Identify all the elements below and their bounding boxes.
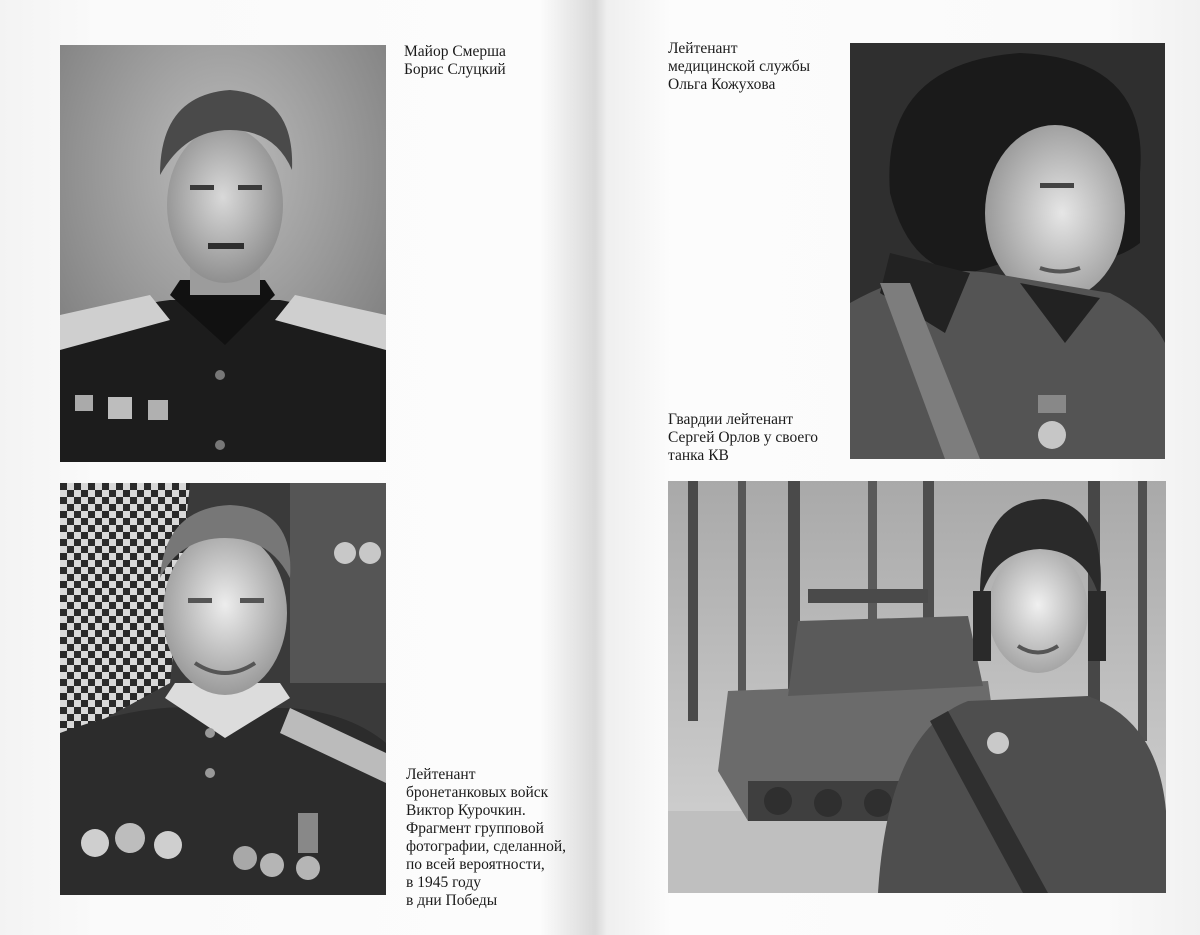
caption-line: Виктор Курочкин. — [406, 802, 526, 819]
photo-viktor-kurochkin — [60, 483, 386, 895]
caption-line: в 1945 году — [406, 874, 481, 891]
photo-sergey-orlov-tank — [668, 481, 1166, 893]
photo-boris-slutsky — [60, 45, 386, 462]
caption-line: Сергей Орлов у своего — [668, 429, 819, 446]
caption-viktor-kurochkin — [406, 766, 566, 910]
caption-line: Лейтенант — [668, 40, 738, 57]
portrait-man-uniform-illustration — [60, 45, 386, 462]
portrait-woman-uniform-illustration — [850, 43, 1165, 459]
caption-line: медицинской службы — [668, 58, 811, 75]
caption-olga-kozhukhova — [668, 40, 810, 94]
right-page — [600, 0, 1200, 935]
photo-olga-kozhukhova — [850, 43, 1165, 459]
caption-line: Ольга Кожухова — [668, 76, 776, 93]
caption-line: Гвардии лейтенант — [668, 411, 794, 428]
caption-line: танка КВ — [668, 447, 729, 464]
caption-line: бронетанковых войск — [406, 784, 549, 801]
soldier-with-tank-illustration — [668, 481, 1166, 893]
caption-line: Лейтенант — [406, 766, 476, 783]
caption-line: по всей вероятности, — [406, 856, 545, 873]
caption-boris-slutsky — [404, 43, 506, 79]
caption-line: фотографии, сделанной, — [406, 838, 567, 855]
portrait-young-man-uniform-illustration — [60, 483, 386, 895]
caption-line: Майор Смерша — [404, 43, 506, 60]
caption-line: Борис Слуцкий — [404, 61, 506, 78]
caption-line: в дни Победы — [406, 892, 498, 909]
caption-line: Фрагмент групповой — [406, 820, 544, 837]
caption-sergey-orlov — [668, 411, 818, 465]
